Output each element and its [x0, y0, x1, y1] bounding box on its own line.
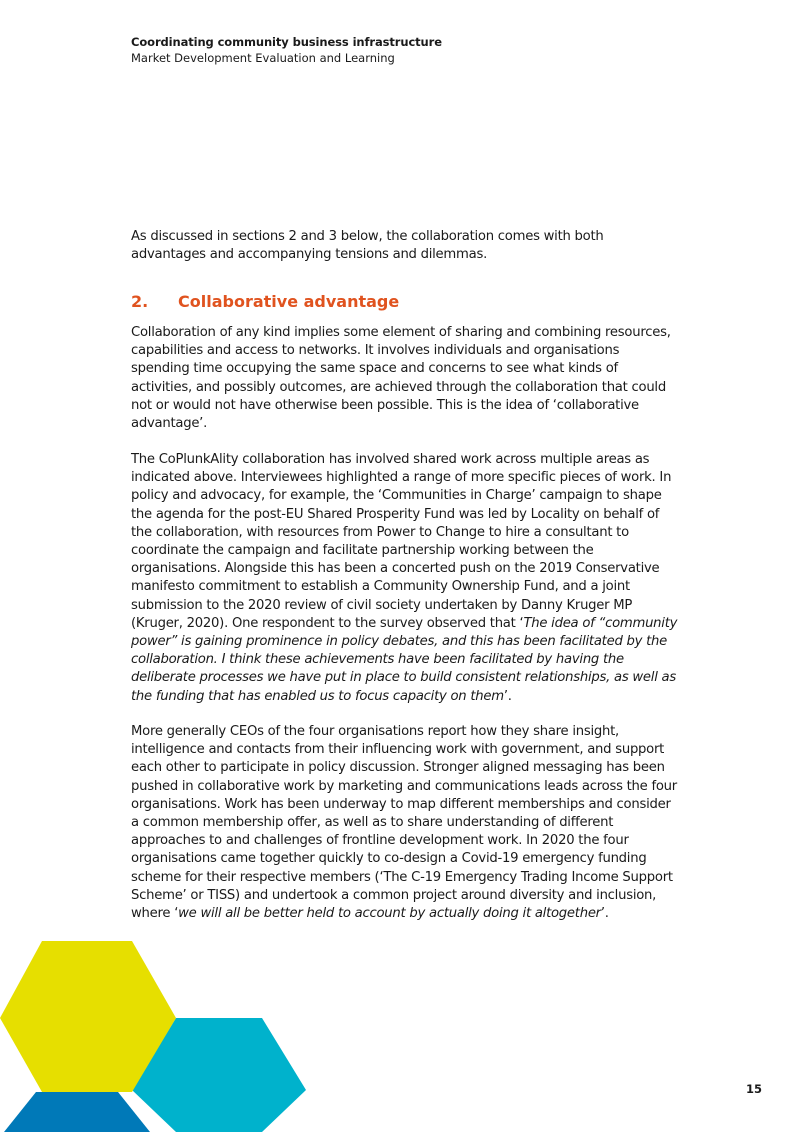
- header-title: Coordinating community business infrastructure: [131, 35, 442, 49]
- survey-quote: The idea of “community power” is gaining prominence in policy debates, and this has been facilitated by the collaboration. I think these achievements have been facilitated by having the deliberate processes we have put in place to build consistent relationships, as well as the funding that has enabled us to focus capacity on them: [131, 615, 678, 704]
- header-subtitle: Market Development Evaluation and Learning: [131, 51, 395, 65]
- section-title: Collaborative advantage: [178, 292, 400, 311]
- paragraph-text: The CoPlunkAlity collaboration has involved shared work across multiple areas as indicated above. Interviewees highlighted a range of more specific pieces of work. In policy and advocacy, for example, the ‘Communities in Charge’ campaign to shape the agenda for the post-EU Shared Prosperity Fund was led by Locality on behalf of the collaboration, with resources from Power to Change to hire a consultant to coordinate the campaign and facilitate partnership working between the organisations. Alongside this has been a concerted push on the 2019 Conservative manifesto commitment to establish a Community Ownership Fund, and a joint submission to the 2020 review of civil society undertaken by Danny Kruger MP (Kruger, 2020). One respondent to the survey observed that ‘: [131, 452, 672, 631]
- section-heading: [131, 292, 399, 311]
- paragraph-text: More generally CEOs of the four organisations report how they share insight, intelligence and contacts from their influencing work with government, and support each other to participate in policy discussion. Stronger aligned messaging has been pushed in collaborative work by marketing and communications leads across the four organisations. Work has been underway to map different memberships and consider a common membership offer, as well as to share understanding of different approaches to and challenges of frontline development work. In 2020 the four organisations came together quickly to co-design a Covid-19 emergency funding scheme for their respective members (‘The C-19 Emergency Trading Income Support Scheme’ or TISS) and undertook a common project around diversity and inclusion, where ‘: [131, 724, 677, 922]
- paragraph-collaboration: Collaboration of any kind implies some element of sharing and combining resources, capabilities and access to networks. It involves individuals and organisations spending time occupying the same space and concerns to see what kinds of activities, and possibly outcomes, are achieved through the collaboration that could not or would not have otherwise been possible. This is the idea of ‘collaborative advantage’.: [131, 325, 671, 432]
- blue-hexagon: [4, 1092, 150, 1132]
- quote-close: ’.: [600, 906, 609, 922]
- intro-paragraph: As discussed in sections 2 and 3 below, the collaboration comes with both advantages and accompanying tensions and dilemmas.: [131, 229, 604, 263]
- ceo-quote: we will all be better held to account by actually doing it altogether: [178, 906, 601, 922]
- page-number: 15: [745, 1082, 762, 1096]
- paragraph-ceos: [131, 723, 681, 923]
- paragraph-coplunkality: [131, 451, 681, 706]
- quote-close: ’.: [503, 688, 512, 704]
- hexagon-decoration: [0, 930, 320, 1132]
- section-number: 2.: [131, 292, 149, 311]
